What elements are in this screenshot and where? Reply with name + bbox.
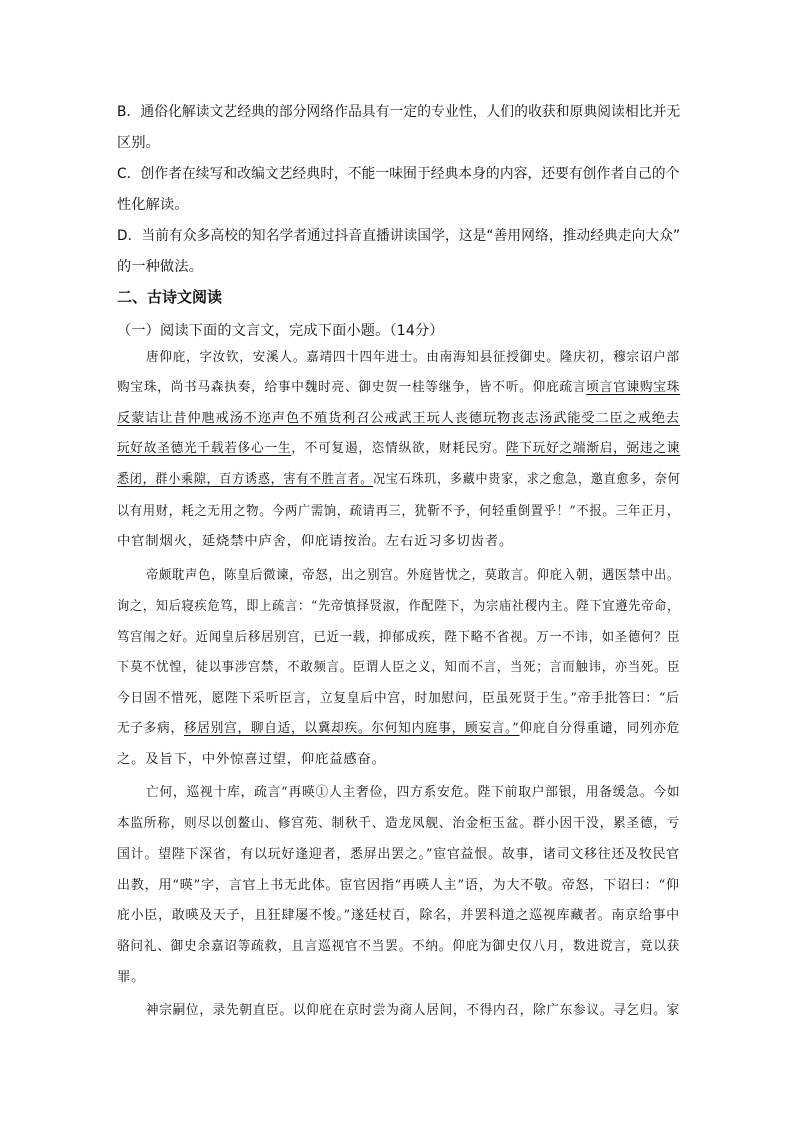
passage-line: 神宗嗣位，录先朝直臣。以仰庇在京时尝为商人居间，不得内召，除广东参议。寻乞归。家 xyxy=(146,1003,680,1018)
passage-line xyxy=(117,722,680,735)
passage-line: 下莫不忧惶，徒以事涉宫禁，不敢频言。臣谓人臣之义，知而不言，当死；言而触讳，亦当死。臣 xyxy=(117,660,681,675)
underlined-sentence: 反蒙诘让昔仲虺戒汤不迩声色不殖货利召公戒武王玩人丧德玩物丧志汤武能受二臣之戒绝去 xyxy=(117,411,680,426)
option-c-line2: 性化解读。 xyxy=(117,197,189,213)
passage-line: 罪。 xyxy=(117,970,146,985)
passage-text: 购宝珠，尚书马森执奏，给事中魏时亮、御史贺一桂等继争，皆不听。仰庇疏言 xyxy=(117,380,587,395)
passage-line: 询之，知后寝疾危笃，即上疏言：“先帝慎择贤淑，作配陛下，为宗庙社稷内主。陛下宜遵先帝命， xyxy=(117,599,680,614)
passage-text: 无子多病， xyxy=(117,721,184,736)
passage-line xyxy=(117,473,680,486)
section-heading: 二、古诗文阅读 xyxy=(117,288,223,306)
underlined-sentence: 顷言官谏购宝珠 xyxy=(586,380,681,395)
passage-line xyxy=(117,381,680,394)
passage-line: 本监所称，则尽以创鳌山、修宫苑、制秋千、造龙凤舰、治金柜玉盆。群小因干没，累圣德，亏 xyxy=(117,816,681,831)
option-b-line2: 区别。 xyxy=(117,135,161,151)
passage-line: 唐仰庇，字汝钦，安溪人。嘉靖四十四年进士。由南海知县征授御史。隆庆初，穆宗诏户部 xyxy=(146,350,680,365)
option-c-line1: C．创作者在续写和改编文艺经典时，不能一味囿于经典本身的内容，还要有创作者自己的个 xyxy=(117,166,680,182)
passage-line: 中官制烟火，延烧禁中庐舍，仰庇请按治。左右近习多切齿者。 xyxy=(117,534,514,549)
option-d-line1: D．当前有众多高校的知名学者通过抖音直播讲读国学，这是“善用网络，推动经典走向大众” xyxy=(117,228,681,244)
underlined-sentence: 玩好故圣德光千载若侈心一生 xyxy=(117,441,292,456)
passage-line: 之。及旨下，中外惊喜过望，仰庇益感奋。 xyxy=(117,752,386,767)
passage-line: 庇小臣，敢暎及天子，且狂肆屡不悛。”遂廷杖百，除名，并罢科道之巡视库藏者。南京给事中 xyxy=(117,908,681,923)
passage-line: 国计。望陛下深省，有以玩好逢迎者，悉屏出罢之。”宦官益恨。故事，诸司文移往还及牧民官 xyxy=(117,847,681,862)
option-d-line2: 的一种做法。 xyxy=(117,259,204,275)
passage-line: 骆问礼、御史余嘉诏等疏救，且言巡视官不当罢。不纳。仰庇为御史仅八月，数进谠言，竟以获 xyxy=(117,939,681,954)
passage-line: 帝颇耽声色，陈皇后微谏，帝怒，出之别宫。外庭皆忧之，莫敢言。仰庇入朝，遇医禁中出。 xyxy=(146,568,681,583)
passage-line: 笃宫闱之好。近闻皇后移居别宫，已近一载，抑郁成疾，陛下略不省视。万一不讳，如圣德何？臣 xyxy=(117,630,681,645)
passage-text: ，不可复遏，恣情纵欲，财耗民穷。 xyxy=(291,441,506,456)
underlined-sentence: 悉闭，群小乘隙，百方诱惑，害有不胜言者。 xyxy=(117,472,374,487)
underlined-sentence: 陛下玩好之端渐启，弼违之谏 xyxy=(505,441,681,456)
passage-line: 亡何，巡视十库，疏言“再暎①人主奢俭，四方系安危。陛下前取户部银，用备缓急。今如 xyxy=(146,785,681,800)
passage-line: 出教，用“暎”字，言官上书无此体。宦官因指“再暎人主”语，为大不敬。帝怒，下诏曰：“仰 xyxy=(117,878,680,893)
reading-instruction: （一）阅读下面的文言文，完成下面小题。（14分） xyxy=(117,323,444,339)
passage-text: 仰庇自分得重谴，同列亦危 xyxy=(519,721,681,736)
passage-line: 以有用财，耗之无用之物。今两广需饷，疏请再三，犹靳不予，何轻重倒置乎！”不报。三年正月， xyxy=(117,504,680,519)
passage-line xyxy=(117,442,680,455)
underlined-sentence: 移居别宫，聊自适，以冀却疾。尔何知内庭事，顾妄言。” xyxy=(183,721,520,736)
passage-line: 今日固不惜死，愿陛下采听臣言，立复皇后中宫，时加慰问，臣虽死贤于生。”帝手批答曰：“后 xyxy=(117,691,680,706)
option-b-line1: B．通俗化解读文艺经典的部分网络作品具有一定的专业性，人们的收获和原典阅读相比并无 xyxy=(117,104,681,120)
passage-text: 况宝石珠玑，多藏中贵家，求之愈急，邀直愈多，奈何 xyxy=(373,472,681,487)
